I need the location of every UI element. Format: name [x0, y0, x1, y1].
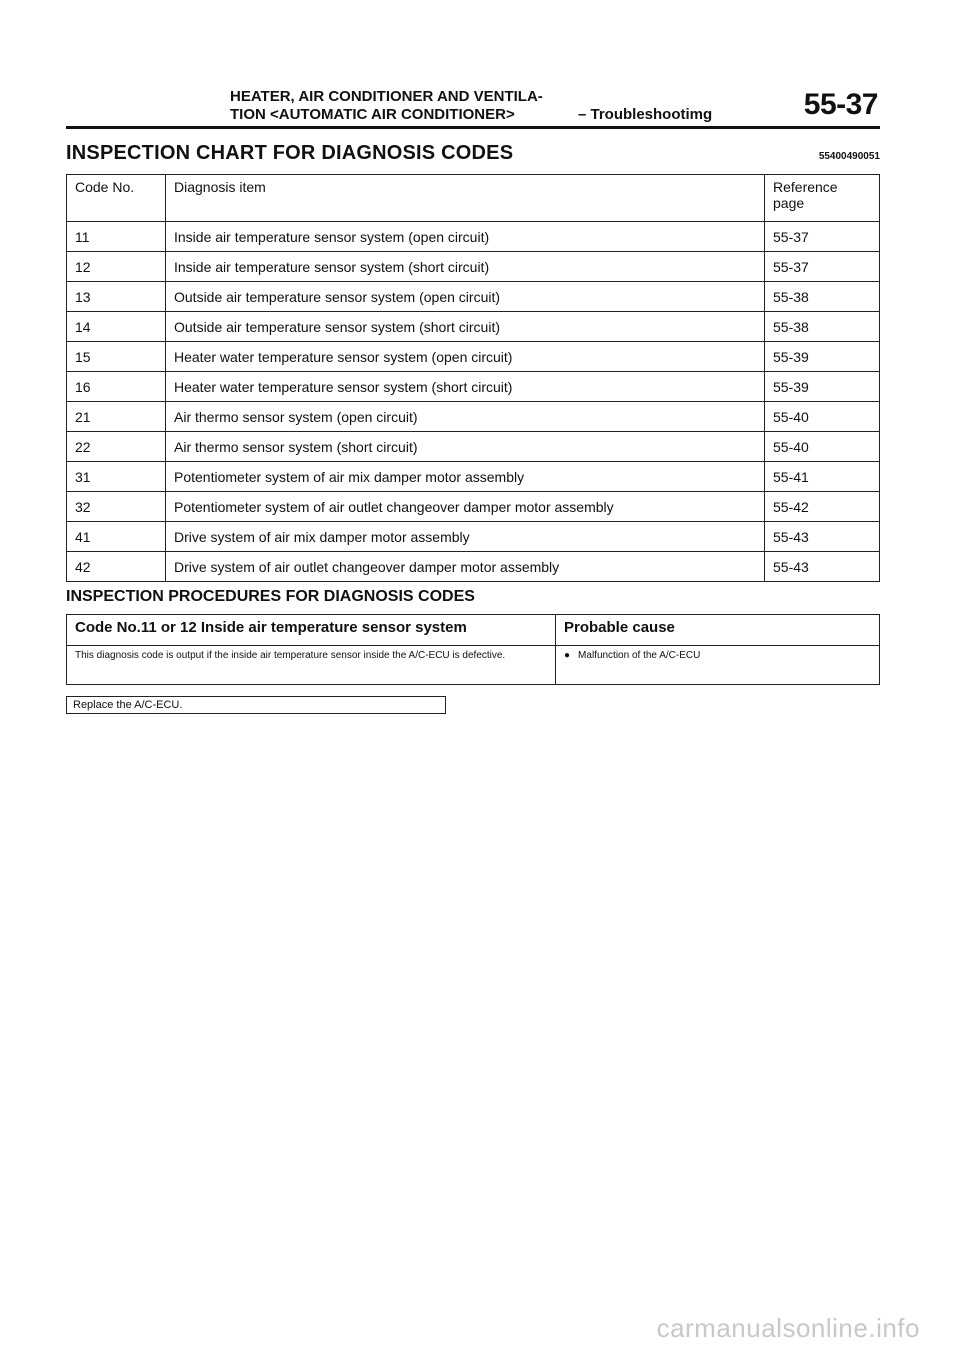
item-cell: Inside air temperature sensor system (short circuit) — [166, 252, 765, 282]
header-title-line1: HEATER, AIR CONDITIONER AND VENTILA- — [230, 88, 543, 105]
page-number: 55-37 — [803, 88, 878, 121]
procedures-title: INSPECTION PROCEDURES FOR DIAGNOSIS CODES — [66, 588, 475, 605]
page-cell: 55-40 — [765, 402, 880, 432]
item-cell: Outside air temperature sensor system (open circuit) — [166, 282, 765, 312]
item-cell: Heater water temperature sensor system (open circuit) — [166, 342, 765, 372]
page-cell: 55-43 — [765, 552, 880, 582]
table-row — [67, 372, 880, 402]
table-row — [67, 402, 880, 432]
page-cell: 55-37 — [765, 222, 880, 252]
doc-id: 55400490051 — [818, 151, 880, 162]
code-cell: 15 — [67, 342, 166, 372]
code-cell: 21 — [67, 402, 166, 432]
probable-cause-text: Malfunction of the A/C-ECU — [578, 650, 701, 661]
header-title — [230, 88, 790, 124]
item-cell: Heater water temperature sensor system (short circuit) — [166, 372, 765, 402]
code-cell: 42 — [67, 552, 166, 582]
probable-cause-cell — [556, 646, 880, 685]
item-cell: Potentiometer system of air outlet changeover damper motor assembly — [166, 492, 765, 522]
header-rule — [66, 126, 880, 129]
code-cell: 11 — [67, 222, 166, 252]
item-cell: Drive system of air outlet changeover damper motor assembly — [166, 552, 765, 582]
header-title-line2: TION <AUTOMATIC AIR CONDITIONER> — [230, 106, 515, 123]
item-cell: Potentiometer system of air mix damper motor assembly — [166, 462, 765, 492]
page-cell: 55-39 — [765, 342, 880, 372]
procedure-description: This diagnosis code is output if the inside air temperature sensor inside the A/C-ECU is defective. — [67, 646, 556, 685]
code-cell: 16 — [67, 372, 166, 402]
probable-cause-heading: Probable cause — [556, 615, 880, 646]
item-cell: Drive system of air mix damper motor assembly — [166, 522, 765, 552]
table-row — [67, 342, 880, 372]
page-cell: 55-41 — [765, 462, 880, 492]
page-cell: 55-38 — [765, 312, 880, 342]
table-row — [67, 252, 880, 282]
table-row — [67, 522, 880, 552]
code-cell: 13 — [67, 282, 166, 312]
code-cell: 12 — [67, 252, 166, 282]
table-row — [67, 462, 880, 492]
code-cell: 41 — [67, 522, 166, 552]
column-header-page: Reference page — [765, 175, 880, 222]
code-cell: 22 — [67, 432, 166, 462]
table-row — [67, 492, 880, 522]
table-row — [67, 222, 880, 252]
table-row — [67, 552, 880, 582]
chart-title: INSPECTION CHART FOR DIAGNOSIS CODES — [66, 142, 514, 164]
table-row — [67, 432, 880, 462]
code-cell: 14 — [67, 312, 166, 342]
procedure-header-row — [67, 615, 880, 646]
item-cell: Outside air temperature sensor system (short circuit) — [166, 312, 765, 342]
diagnosis-codes-table — [66, 174, 880, 582]
header-subtitle: – Troubleshootimg — [578, 106, 713, 123]
procedure-body-row — [67, 646, 880, 685]
table-header-row — [67, 175, 880, 222]
bullet-icon: ● — [564, 650, 571, 661]
action-box: Replace the A/C-ECU. — [66, 696, 446, 714]
watermark: carmanualsonline.info — [656, 1313, 920, 1343]
page-cell: 55-37 — [765, 252, 880, 282]
code-cell: 32 — [67, 492, 166, 522]
column-header-code: Code No. — [67, 175, 166, 222]
table-row — [67, 282, 880, 312]
item-cell: Inside air temperature sensor system (open circuit) — [166, 222, 765, 252]
page-cell: 55-38 — [765, 282, 880, 312]
page-cell: 55-42 — [765, 492, 880, 522]
table-row — [67, 312, 880, 342]
procedure-code-heading: Code No.11 or 12 Inside air temperature sensor system — [67, 615, 556, 646]
code-cell: 31 — [67, 462, 166, 492]
page-cell: 55-39 — [765, 372, 880, 402]
page-cell: 55-40 — [765, 432, 880, 462]
item-cell: Air thermo sensor system (short circuit) — [166, 432, 765, 462]
column-header-item: Diagnosis item — [166, 175, 765, 222]
procedure-table — [66, 614, 880, 685]
item-cell: Air thermo sensor system (open circuit) — [166, 402, 765, 432]
page-cell: 55-43 — [765, 522, 880, 552]
